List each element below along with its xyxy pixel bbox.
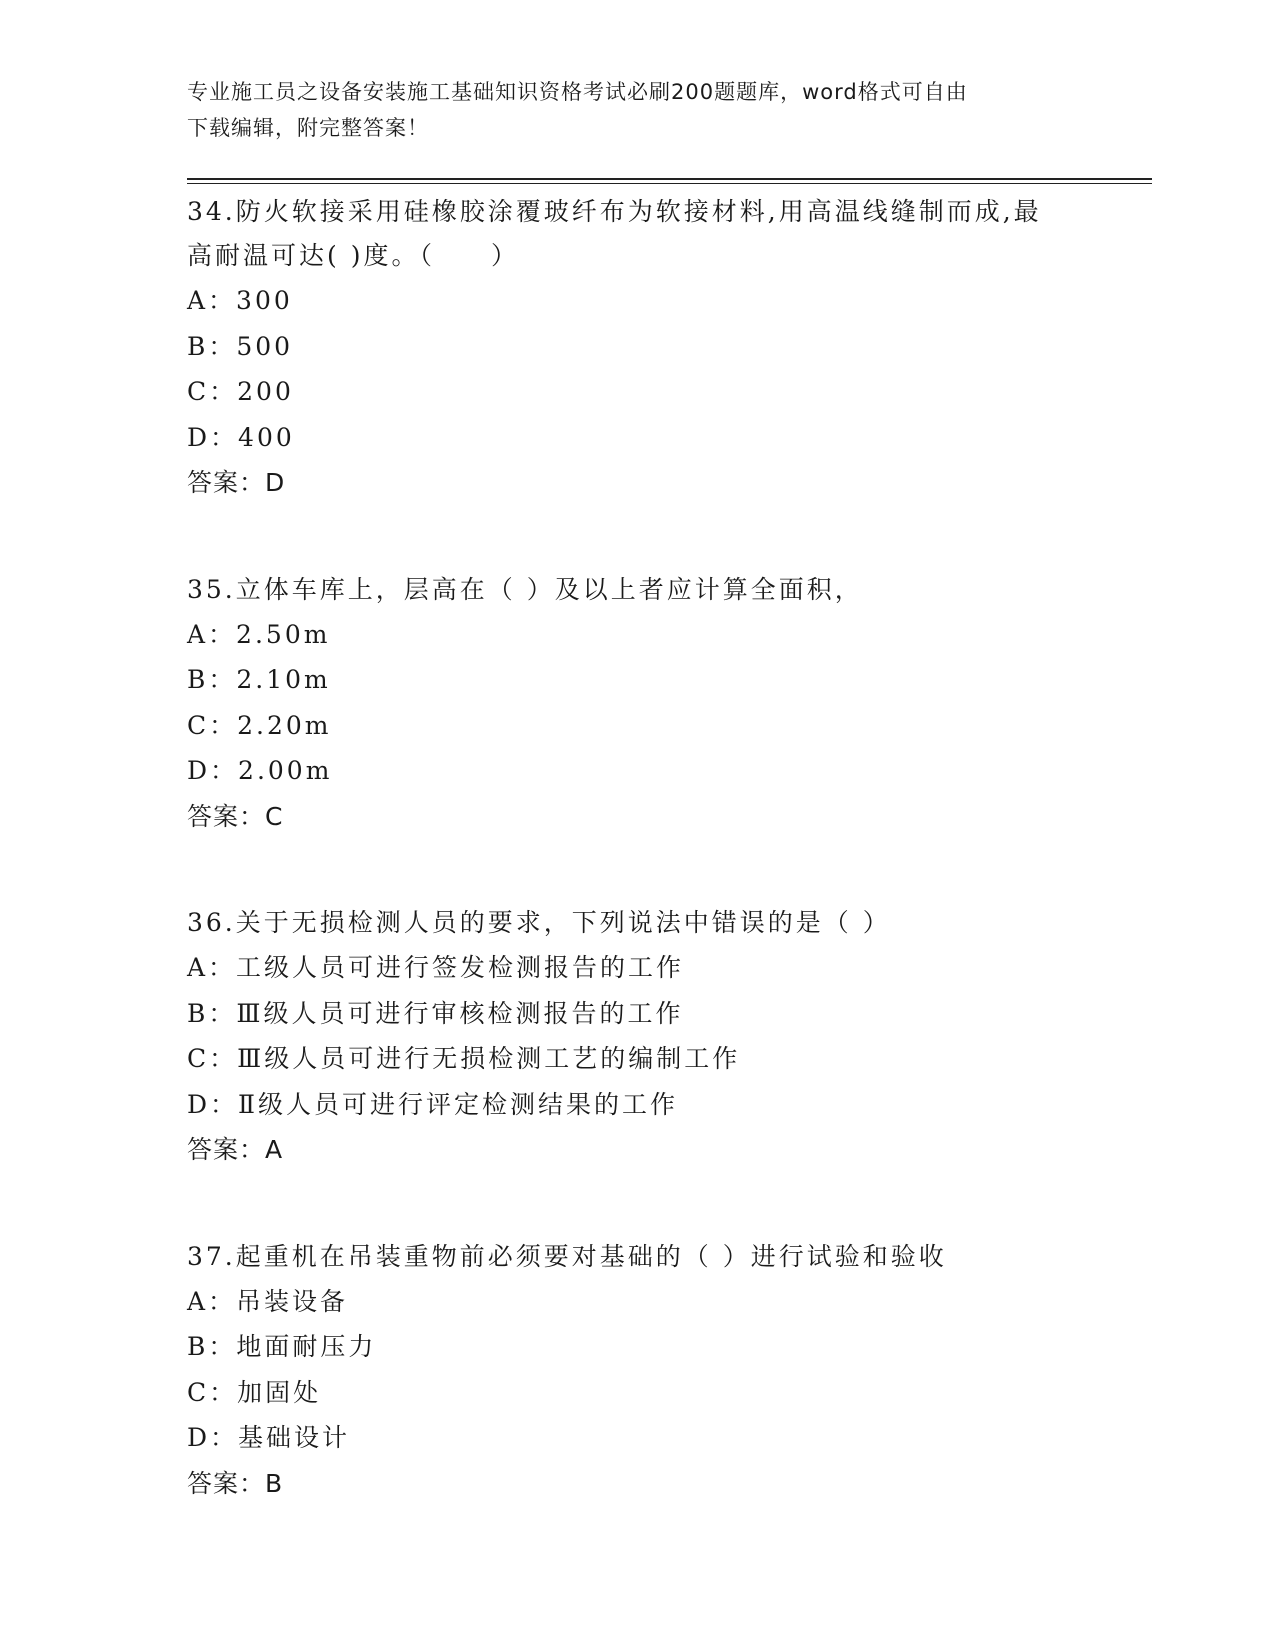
header-divider-thick xyxy=(187,178,1152,180)
header-line-1: 专业施工员之设备安装施工基础知识资格考试必刷200题题库，word格式可自由 xyxy=(187,80,968,104)
answer-key: 答案：D xyxy=(187,468,286,497)
question-spacer xyxy=(187,1173,1087,1235)
option-c: C：2.20m xyxy=(187,710,332,740)
option-a: A：工级人员可进行签发检测报告的工作 xyxy=(187,953,685,982)
option-c: C：加固处 xyxy=(187,1377,322,1407)
option-c: C：Ⅲ级人员可进行无损检测工艺的编制工作 xyxy=(187,1044,741,1073)
question-spacer xyxy=(187,839,1087,901)
option-a: A：2.50m xyxy=(187,619,331,649)
question-stem: 37.起重机在吊装重物前必须要对基础的（ ）进行试验和验收 xyxy=(187,1241,947,1271)
question-stem-continued: 高耐温可达( )度。（ ） xyxy=(187,241,519,270)
option-b: B：500 xyxy=(187,331,294,361)
option-a: A：300 xyxy=(187,286,293,315)
option-c: C：200 xyxy=(187,377,294,406)
document-header xyxy=(187,74,1087,146)
header-divider-thin xyxy=(187,183,1152,184)
question-34 xyxy=(187,190,1087,506)
question-list xyxy=(187,190,1087,1506)
option-a: A：吊装设备 xyxy=(187,1286,349,1316)
option-b: B：Ⅲ级人员可进行审核检测报告的工作 xyxy=(187,998,684,1028)
option-d: D：400 xyxy=(187,422,295,452)
question-stem: 36.关于无损检测人员的要求，下列说法中错误的是（ ） xyxy=(187,908,891,937)
option-d: D：Ⅱ级人员可进行评定检测结果的工作 xyxy=(187,1089,679,1119)
header-line-2: 下载编辑，附完整答案！ xyxy=(187,116,429,140)
option-d: D：2.00m xyxy=(187,756,333,785)
answer-key: 答案：C xyxy=(187,801,284,831)
option-d: D：基础设计 xyxy=(187,1423,351,1452)
option-b: B：2.10m xyxy=(187,665,331,694)
answer-key: 答案：B xyxy=(187,1468,284,1498)
question-37 xyxy=(187,1235,1087,1507)
question-stem: 34.防火软接采用硅橡胶涂覆玻纤布为软接材料,用高温线缝制而成,最 xyxy=(187,197,1042,226)
answer-key: 答案：A xyxy=(187,1135,284,1164)
option-b: B：地面耐压力 xyxy=(187,1332,377,1361)
question-stem: 35.立体车库上，层高在（ ）及以上者应计算全面积， xyxy=(187,574,863,604)
question-35 xyxy=(187,568,1087,840)
question-36 xyxy=(187,901,1087,1173)
question-spacer xyxy=(187,506,1087,568)
